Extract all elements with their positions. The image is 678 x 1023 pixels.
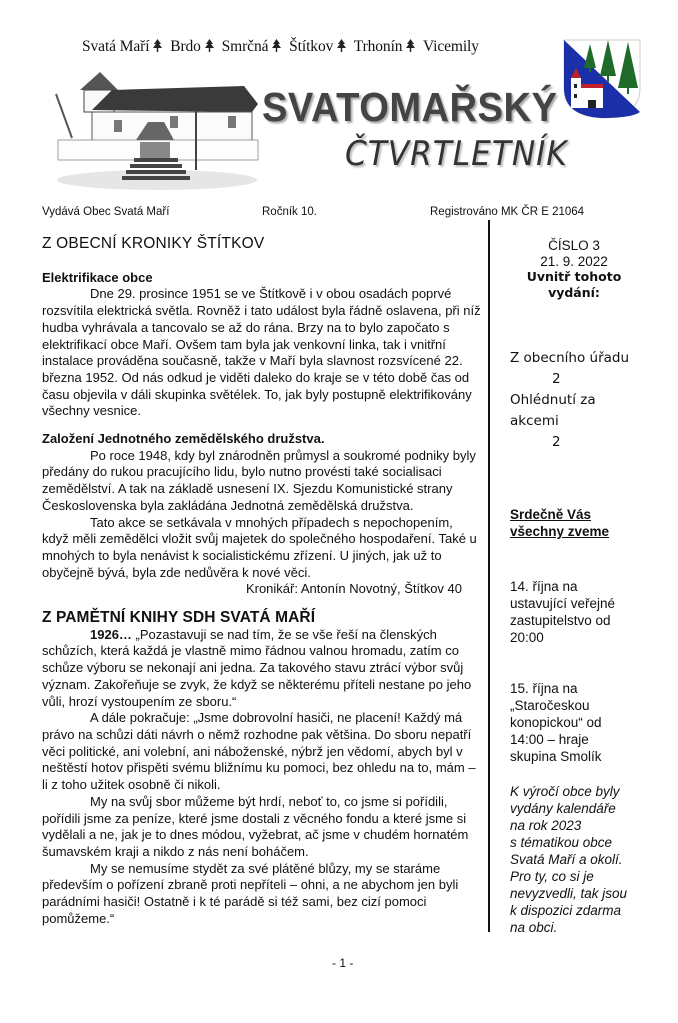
event-line: zastupitelstvo od	[510, 613, 611, 628]
paragraph: My se nemusíme stydět za své plátěné blůzy, my se staráme především o pořízení zbraně proti nepříteli – ohni, a ne abychom jen byli parádními hasiči! Ostatně i k té parádě si též sami, bez cizí pomoci pomůžeme.“	[42, 860, 459, 926]
main-column	[42, 236, 482, 927]
paragraph: Po roce 1948, kdy byl znárodněn průmysl a soukromé podniky byly předány do rukou pracujícího lidu, bylo nutno provésti také socialisaci zemědělství. A tak na základě usnesení IX. Sjezdu Komunistické strany Československa byla zakládána Jednotná zemědělská družstva.	[42, 447, 476, 513]
inside-label: vydání:	[548, 284, 600, 300]
village-name: Svatá Maří	[82, 38, 150, 55]
village-name: Vicemily	[422, 38, 479, 55]
section-title: Elektrifikace obce	[42, 269, 153, 285]
note-line: s tématikou obce	[510, 835, 613, 850]
tree-icon	[205, 39, 214, 52]
event-line: 14:00 – hraje	[510, 732, 589, 747]
volume: Ročník 10.	[262, 206, 317, 218]
event-item	[510, 680, 670, 765]
issue-date: 21. 9. 2022	[540, 253, 608, 269]
event-line: ustavující veřejné	[510, 596, 616, 611]
note-line: vydány kalendáře	[510, 801, 616, 816]
village-name: Trhonín	[353, 38, 403, 55]
registration: Registrováno MK ČR E 21064	[430, 206, 585, 218]
toc-item-title: Z obecního úřadu	[510, 350, 630, 366]
village-name: Smrčná	[221, 38, 269, 55]
note-line: k dispozici zdarma	[510, 903, 622, 918]
section-title: Založení Jednotného zemědělského družstva.	[42, 431, 325, 447]
calendar-note	[510, 783, 670, 936]
event-line: „Staročeskou	[510, 698, 590, 713]
article-heading: Z OBECNÍ KRONIKY ŠTÍTKOV	[42, 235, 265, 252]
note-line: Pro ty, co si je	[510, 869, 594, 884]
note-line: na rok 2023	[510, 818, 582, 833]
issue-number: ČÍSLO 3	[548, 238, 600, 253]
event-line: konopickou“ od	[510, 715, 602, 730]
invitation-line: všechny zveme	[510, 524, 610, 539]
coat-of-arms	[562, 38, 642, 120]
toc-item-page: 2	[552, 434, 561, 450]
quote-text: „Pozastavuji se nad tím, že se vše řeší na členských schůzích, která každá je vlastně mimo řádnou valnou hromadu, zatím co schůze výboru se nekonají ani jedna. Za takového stavu ztrácí výbor svůj význam. Zakořeňuje se zvyk, že když se některému příteli nestane po jeho vůli, hrozí vystoupením ze sboru.“	[42, 626, 472, 709]
tree-icon	[272, 39, 281, 52]
tree-icon	[337, 39, 346, 52]
inside-label: Uvnitř tohoto	[526, 269, 622, 284]
year: 1926…	[90, 626, 132, 642]
tree-icon	[406, 39, 415, 52]
article-heading: Z PAMĚTNÍ KNIHY SDH SVATÁ MAŘÍ	[42, 609, 316, 627]
column-divider	[488, 220, 490, 932]
event-line: skupina Smolík	[510, 749, 602, 764]
toc-item-page: 2	[552, 371, 561, 387]
tree-icon	[153, 39, 162, 52]
note-line: na obci.	[510, 920, 558, 935]
newsletter-subtitle: ČTVRTLETNÍK	[345, 134, 568, 174]
event-line: 15. října na	[510, 681, 578, 696]
note-line: nevyzvedli, tak jsou	[510, 886, 628, 901]
newsletter-title: SVATOMAŘSKÝ	[262, 84, 558, 130]
invitation-heading	[510, 506, 670, 540]
signature: Kronikář: Antonín Novotný, Štítkov 40	[245, 581, 462, 597]
publisher: Vydává Obec Svatá Maří	[42, 206, 170, 218]
note-line: Svatá Maří a okolí.	[510, 852, 623, 867]
invitation-line: Srdečně Vás	[510, 507, 592, 522]
paragraph: Dne 29. prosince 1951 se ve Štítkově i v obou osadách poprvé rozsvítila elektrická světla. Rovněž i tato událost byla řádně oslavena, při níž hudba vyhrávala a tancovalo se až do rána. Brzy na to bylo započato s elektrifikací obce Maří. Ovšem tam byla jak venkovní linka, tak i vnitřní instalace prováděna současně, takže v Maří byla slavnost rozsvícené 22. března 1952. Od nás odkud je viděti daleko do kraje se v této době čas od času objevila v dáli skupinka světélek. To, jak byly postupně elektrifikovány všechny vesnice.	[42, 286, 481, 419]
paragraph: A dále pokračuje: „Jsme dobrovolní hasiči, ne placení! Každý má právo na schůzi dáti návrh o němž rozhodne pak většina. Do sboru nepatří věci politické, ani volební, ani náboženské, nýbrž jen vědomí, abych byl v neštěstí hotov přispěti svému bližnímu ku pomoci, bez ohledu na to, mám – li z toho užitek osobně či nikoli.	[42, 710, 476, 793]
event-line: 20:00	[510, 630, 544, 645]
paragraph: Tato akce se setkávala v mnohých případech s nepochopením, když měli zemědělci vložit svůj majetek do společného hospodaření. Také u mnohých to byla nenávist k socialistickému zřízení. U jiných, jak už to obyčejně bývá, byla zde nedůvěra k nové věci.	[42, 514, 477, 580]
table-of-contents	[510, 348, 670, 453]
event-item	[510, 578, 670, 646]
page-number: - 1 -	[332, 956, 354, 970]
village-name: Štítkov	[289, 38, 334, 55]
issue-info	[494, 238, 654, 300]
paragraph	[42, 627, 482, 711]
village-name: Brdo	[170, 38, 201, 55]
villages-line	[82, 38, 479, 56]
event-line: 14. října na	[510, 579, 578, 594]
toc-item-title: Ohlédnutí za	[510, 392, 596, 408]
note-line: K výročí obce byly	[510, 784, 620, 799]
toc-item-title: akcemi	[510, 413, 559, 429]
paragraph: My na svůj sbor můžeme být hrdí, neboť to, co jsme si pořídili, pořídili jsme za peníze, které jsme dostali z věcného fondu a které jsme si vydělali a ne, jak je to dnes módou, vyžebrat, ač jsme v chudém hornatém šumavském kraji a nikdo z nás není boháčem.	[42, 793, 469, 859]
church-illustration	[52, 62, 262, 194]
